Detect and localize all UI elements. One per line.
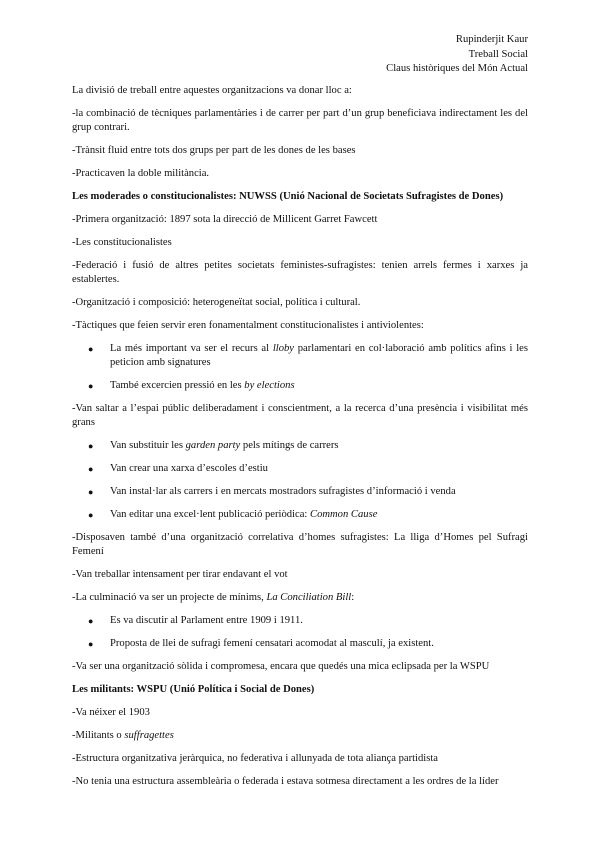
bullet-icon: ● (88, 638, 94, 649)
paragraph: -la combinació de tècniques parlamentàries i de carrer per part d’un grup beneficiava indirectament les del grup contrari. (72, 107, 528, 133)
bullet-list (72, 614, 528, 651)
paragraph: -Van treballar intensament per tirar endavant el vot (72, 568, 288, 580)
author-name: Rupinderjit Kaur (455, 34, 528, 45)
paragraph: -Estructura organitzativa jeràrquica, no federativa i allunyada de tota aliança partidista (72, 752, 439, 764)
paragraph: -Militants o suffragettes (72, 729, 174, 741)
list-item: ● Van instal·lar als carrers i en mercats mostradors sufragistes d’informació i venda (88, 485, 456, 497)
course-name: Treball Social (468, 48, 528, 60)
bullet-icon: ● (88, 343, 94, 354)
paragraph: -Trànsit fluid entre tots dos grups per part de les dones de les bases (72, 144, 356, 156)
paragraph: -No tenia una estructura assembleària o federada i estava sotmesa directament a les ordres de la líder (72, 775, 499, 787)
list-item: ● La més important va ser el recurs al lloby parlamentari en col·laboració amb polítics afins i les peticion amb signatures (88, 342, 528, 368)
bullet-list (72, 342, 528, 393)
bullet-icon: ● (88, 440, 94, 451)
document-header (72, 33, 528, 77)
list-item: ● Van crear una xarxa d’escoles d’estiu (88, 462, 268, 474)
paragraph: -Va néixer el 1903 (72, 706, 150, 718)
bullet-icon: ● (88, 380, 94, 391)
bullet-icon: ● (88, 509, 94, 520)
paragraph: -Va ser una organització sòlida i compromesa, encara que quedés una mica eclipsada per la WSPU (72, 660, 490, 672)
list-item: ● També excercien pressió en les by elections (88, 379, 295, 391)
paragraph: -Disposaven també d’una organització correlativa d’homes sufragistes: La lliga d’Homes pel Sufragi Femení (72, 531, 528, 557)
section-heading-wspu: Les militants: WSPU (Unió Política i Social de Dones) (72, 683, 315, 695)
bullet-icon: ● (88, 486, 94, 497)
paragraph: -Tàctiques que feien servir eren fonamentalment constitucionalistes i antiviolentes: (72, 319, 424, 331)
paragraph: -Van saltar a l’espai públic deliberadament i conscientment, a la recerca d’una presència i visibilitat més grans (72, 402, 528, 428)
list-item: ● Es va discutir al Parlament entre 1909 i 1911. (88, 614, 303, 626)
paragraph: -Practicaven la doble militància. (72, 167, 210, 179)
bullet-icon: ● (88, 463, 94, 474)
document-page (72, 33, 528, 798)
subject-name: Claus històriques del Món Actual (386, 63, 528, 74)
intro-paragraph: La divisió de treball entre aquestes organitzacions va donar lloc a: (72, 84, 352, 96)
section-heading-nuwss: Les moderades o constitucionalistes: NUWSS (Unió Nacional de Societats Sufragistes de Dones) (72, 190, 504, 202)
paragraph: -Federació i fusió de altres petites societats feministes-sufragistes: tenien arrels fermes i xarxes ja establertes. (72, 259, 528, 285)
list-item: ● Van editar una excel·lent publicació periòdica: Common Cause (88, 508, 378, 520)
paragraph: -La culminació va ser un projecte de mínims, La Conciliation Bill: (72, 591, 355, 603)
bullet-list (72, 439, 528, 522)
paragraph: -Organització i composició: heterogeneïtat social, política i cultural. (72, 296, 361, 308)
paragraph: -Primera organització: 1897 sota la direcció de Millicent Garret Fawcett (72, 213, 378, 225)
paragraph: -Les constitucionalistes (72, 236, 172, 248)
list-item: ● Van substituir les garden party pels mítings de carrers (88, 439, 339, 451)
bullet-icon: ● (88, 615, 94, 626)
list-item: ● Proposta de llei de sufragi femení censatari acomodat al masculí, ja existent. (88, 637, 434, 649)
